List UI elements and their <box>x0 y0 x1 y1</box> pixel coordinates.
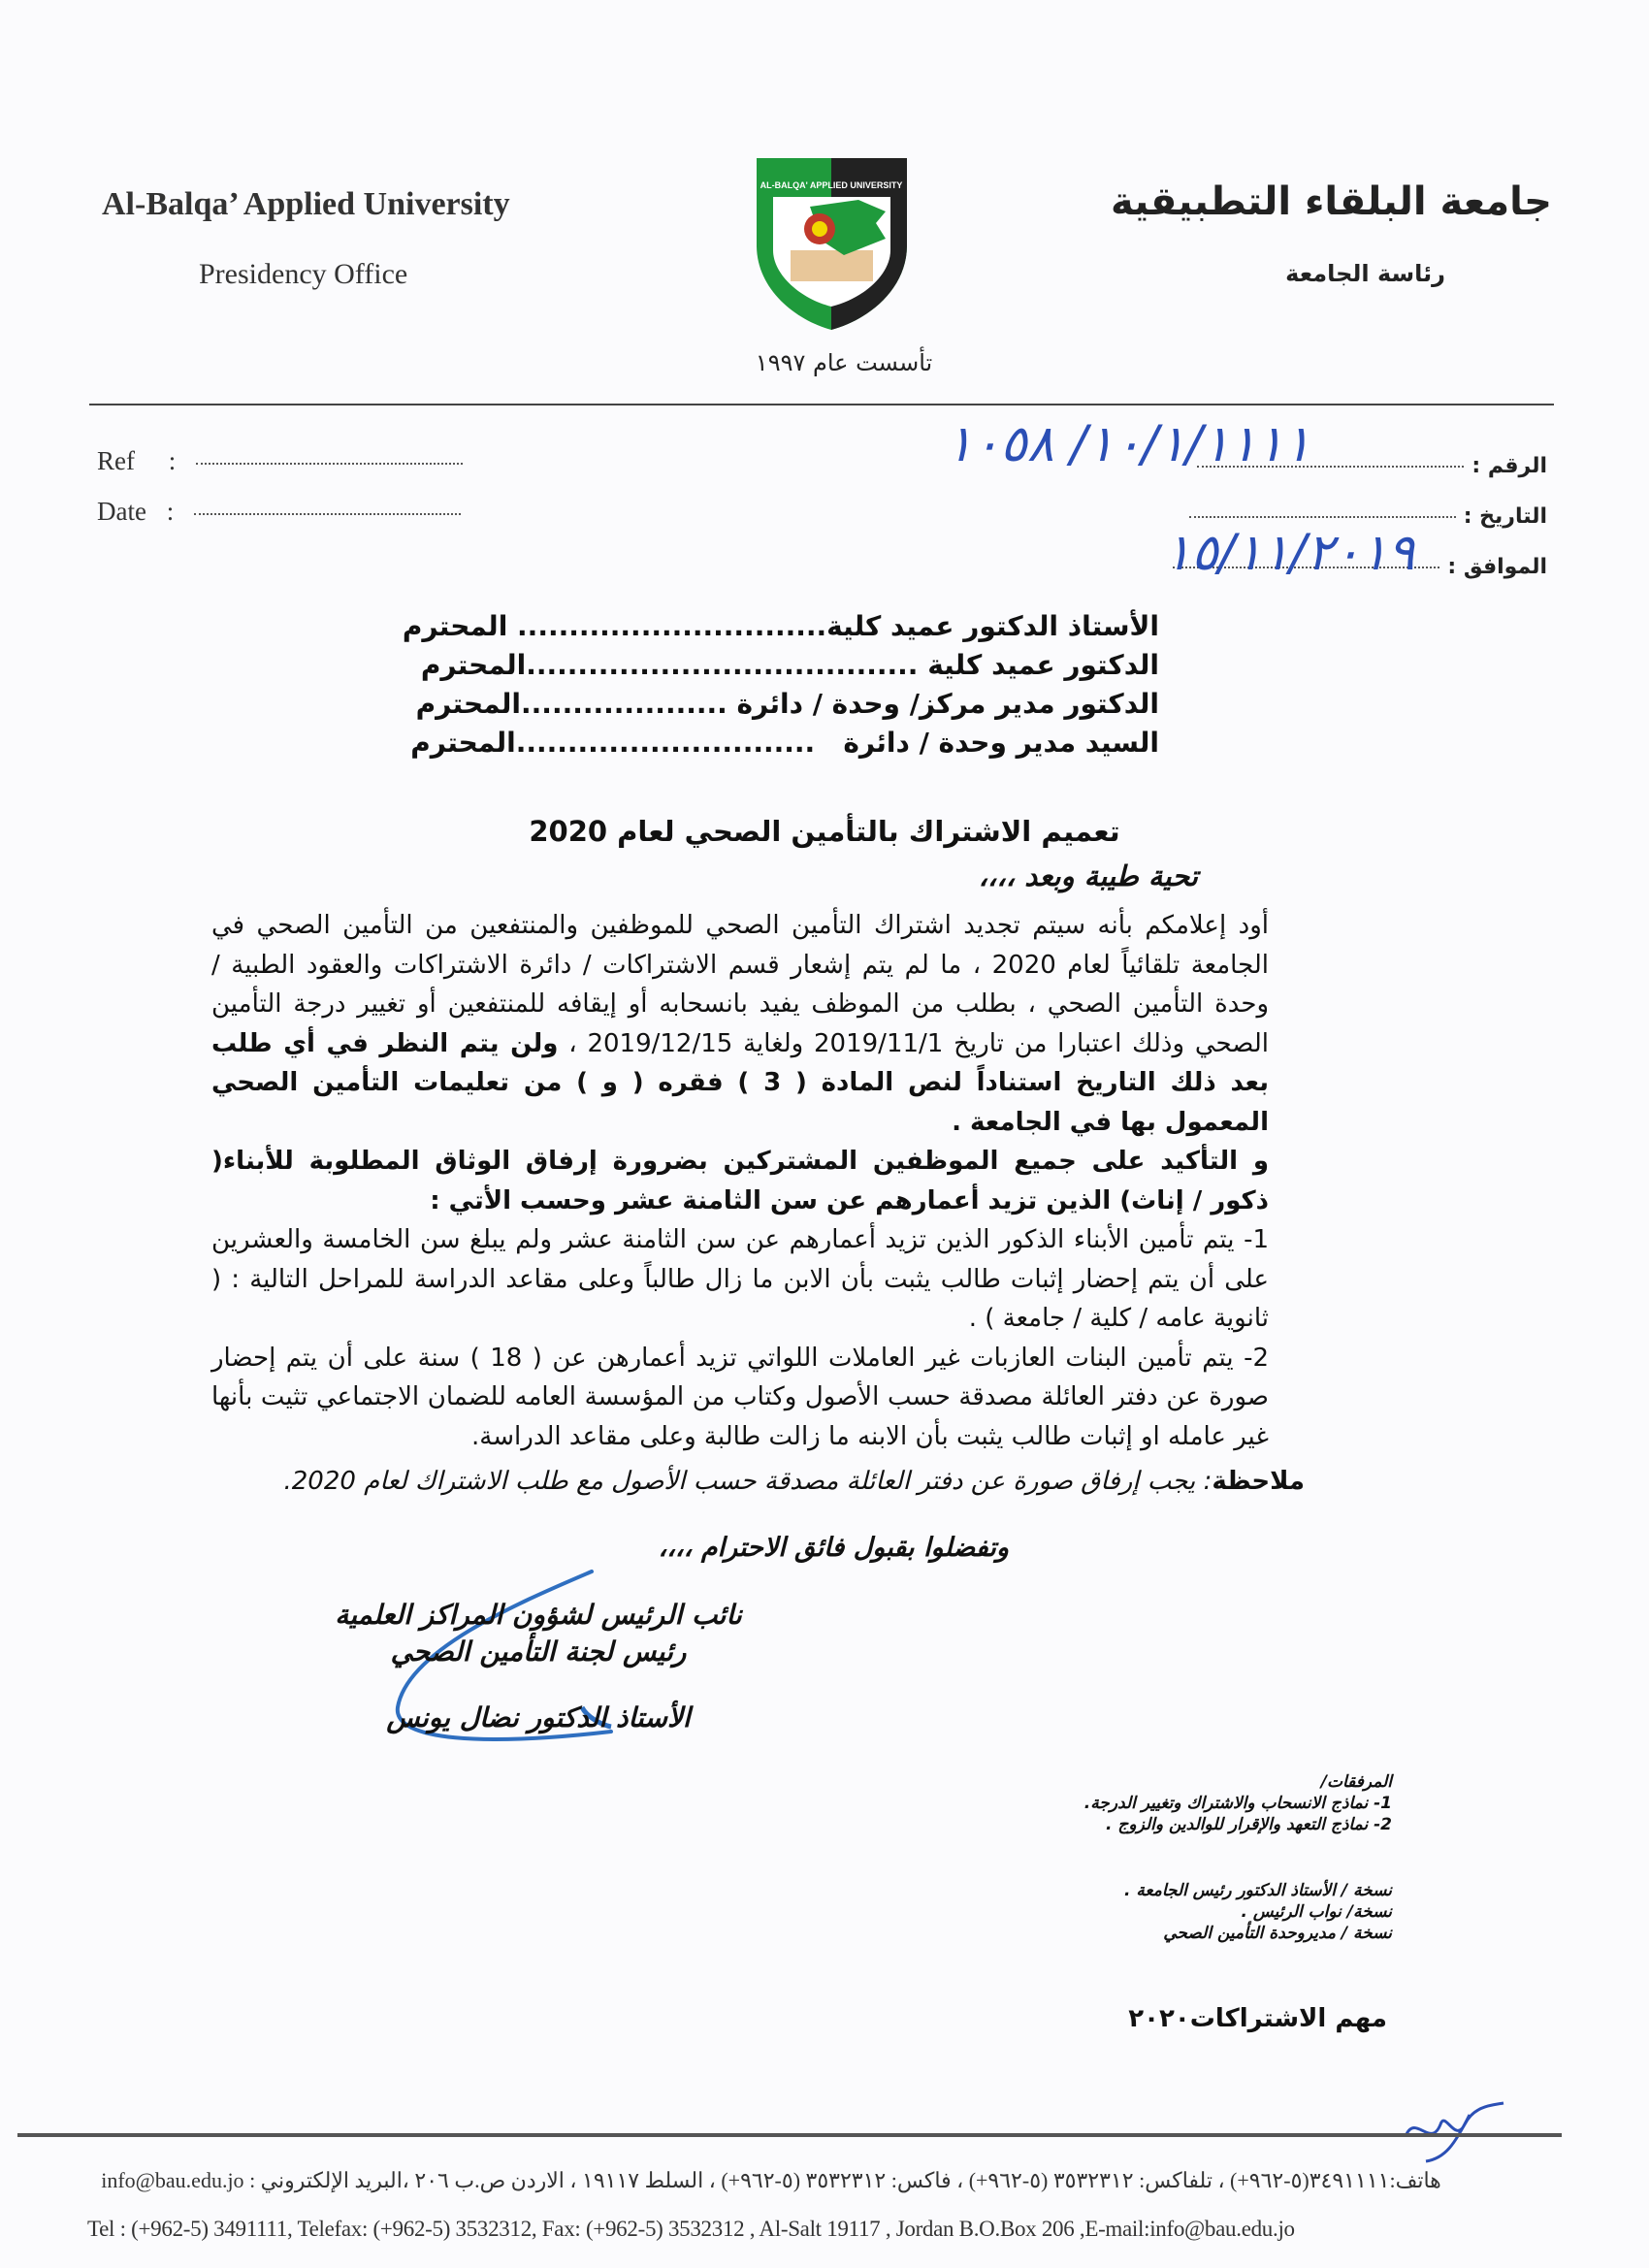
date-dotted-line <box>194 513 461 515</box>
addressee-line <box>403 646 1159 685</box>
addressee-title: الدكتور عميد كلية <box>927 649 1159 681</box>
ref-field-en <box>97 446 463 476</box>
addressee-honorific: المحترم <box>420 649 527 681</box>
addressee-list <box>403 607 1159 762</box>
founded-year: تأسست عام ١٩٩٧ <box>755 349 933 376</box>
signatory-role: رئيس لجنة التأمين الصحي <box>390 1636 687 1668</box>
ref-dotted-line <box>196 463 463 465</box>
paragraph-1 <box>211 906 1269 1142</box>
letter-body <box>211 906 1269 1456</box>
ref-label: Ref <box>97 446 135 475</box>
addressee-honorific: المحترم <box>415 688 522 720</box>
copy-recipient: نسخة/ نواب الرئيس . <box>1241 1902 1392 1922</box>
letter-subject: تعميم الاشتراك بالتأمين الصحي لعام 2020 <box>529 815 1120 848</box>
copy-recipient: نسخة / الأستاذ الدكتور رئيس الجامعة . <box>1124 1881 1392 1900</box>
university-logo <box>752 153 912 333</box>
handwritten-ref-number: ١٠/١/١١١١/ ١٠٥٨ <box>946 415 1311 473</box>
attachments <box>1084 1771 1392 1835</box>
greeting: تحية طيبة وبعد ،،،، <box>978 859 1198 892</box>
handwritten-initials <box>1387 2095 1513 2163</box>
copy-recipient: نسخة / مديروحدة التأمين الصحي <box>1163 1924 1392 1943</box>
corresponding-label-ar: الموافق : <box>1447 555 1547 579</box>
attachment-item: 1- نماذج الانسحاب والاشتراك وتغيير الدرجة. <box>1083 1794 1392 1813</box>
footer-contact-en: Tel : (+962-5) 3491111, Telefax: (+962-5) 3532312, Fax: (+962-5) 3532312 , Al-Salt 19117 , Jordan B.O.Box 206 ,E-mail:info@bau.edu.jo <box>87 2217 1295 2241</box>
note-label: ملاحظة <box>1212 1467 1305 1496</box>
date-colon: : <box>166 497 175 526</box>
addressee-line <box>403 724 1159 762</box>
office-name-en: Presidency Office <box>199 258 408 290</box>
ref-label-ar: الرقم : <box>1471 454 1547 478</box>
paragraph-1-emphasis: ولن يتم النظر في أي طلب بعد ذلك التاريخ استناداً لنص المادة ( 3 ) فقره ( و ) من تعليمات التأمين الصحي المعمول بها في الجامعة . <box>211 1028 1269 1137</box>
attachments-heading: المرفقات/ <box>1320 1772 1392 1792</box>
list-item-1: 1- يتم تأمين الأبناء الذكور الذين تزيد أعمارهم عن سن الثامنة عشر ولم يبلغ سن الخامسة والعشرين على أن يتم إحضار إثبات طالب يثبت بأن الابن ما زال طالباً وعلى مقاعد الدراسة للمراحل التالية : ( ثانوية عامه / كلية / جامعة ) . <box>211 1225 1269 1333</box>
addressee-dots: ...................................... <box>526 649 919 681</box>
footer-contact-ar: هاتف:٣٤٩١١١١(٥-٩٦٢+) ، تلفاكس: ٣٥٣٢٣١٢ (٥-٩٦٢+) ، فاكس: ٣٥٣٢٣١٢ (٥-٩٦٢+) ، السلط ١٩١١٧ ، الاردن ص.ب ٢٠٦ ،البريد الإلكتروني : info@bau.edu.jo <box>101 2168 1441 2192</box>
attachment-item: 2- نماذج التعهد والإقرار للوالدين والزوج . <box>1106 1815 1392 1834</box>
addressee-title: الدكتور مدير مركز/ وحدة / دائرة <box>736 688 1159 720</box>
university-name-en: Al-Balqa’ Applied University <box>102 186 510 222</box>
paragraph-1-text: أود إعلامكم بأنه سيتم تجديد اشتراك التأمين الصحي للموظفين والمنتفعين من التأمين الصحي في الجامعة تلقائياً لعام 2020 ، ما لم يتم إشعار قسم الاشتراكات / دائرة الاشتراكات والعقود الطبية / وحدة التأمين الصحي ، بطلب من الموظف يفيد بانسحابه أو إيقافه للمنتفعين أو تغيير درجة التأمين الصحي وذلك اعتبارا من تاريخ 2019/11/1 ولغاية 2019/12/15 ، <box>211 911 1269 1058</box>
addressee-dots: ............................. <box>515 727 816 759</box>
date-dotted-line-ar <box>1189 516 1456 518</box>
date-label: Date <box>97 497 146 526</box>
addressee-line <box>403 607 1159 646</box>
list-item-2: 2- يتم تأمين البنات العازبات غير العاملات اللواتي تزيد أعمارهن عن ( 18 ) سنة على أن يتم إحضار صورة عن دفتر العائلة مصدقة حسب الأصول وكتاب من المؤسسة العامه للضمان الاجتماعي تثيت بأنها غير عامله او إثبات طالب يثبت بأن الابنه ما زالت طالبة وعلى مقاعد الدراسة. <box>211 1343 1269 1451</box>
addressee-dots: .............................. <box>517 610 827 642</box>
addressee-honorific: المحترم <box>402 610 508 642</box>
paragraph-2: و التأكيد على جميع الموظفين المشتركين بضرورة إرفاق الوثاق المطلوبة للأبناء( ذكور / إناث) الذين تزيد أعمارهم عن سن الثامنة عشر وحسب الأتي : <box>211 1147 1269 1215</box>
header-divider <box>89 404 1554 405</box>
date-field-en <box>97 497 461 527</box>
footer-divider <box>17 2133 1562 2137</box>
closing-line: وتفضلوا بقبول فائق الاحترام ،،،، <box>658 1533 1009 1563</box>
addressee-title: السيد مدير وحدة / دائرة <box>843 727 1159 759</box>
signatory-title: نائب الرئيس لشؤون المراكز العلمية <box>335 1599 742 1631</box>
note-text: : يجب إرفاق صورة عن دفتر العائلة مصدقة حسب الأصول مع طلب الاشتراك لعام 2020. <box>283 1467 1212 1496</box>
office-name-ar: رئاسة الجامعة <box>1285 260 1445 287</box>
file-code: مهم الاشتراكات٢٠٢٠ <box>1128 2004 1387 2033</box>
logo-text-en: AL-BALQA' APPLIED UNIVERSITY <box>760 180 903 190</box>
addressee-honorific: المحترم <box>410 727 516 759</box>
addressee-dots: .................... <box>521 688 728 720</box>
handwritten-date: ١٥/١١/٢٠١٩ <box>1164 524 1415 582</box>
addressee-line <box>403 685 1159 724</box>
date-label-ar: التاريخ : <box>1463 504 1547 529</box>
addressee-title: الأستاذ الدكتور عميد كلية <box>826 610 1159 642</box>
signature-block <box>330 1597 747 1736</box>
ref-colon: : <box>168 446 177 475</box>
note <box>283 1467 1305 1496</box>
copies-list <box>1124 1880 1392 1944</box>
signatory-name: الأستاذ الدكتور نضال يونس <box>386 1701 691 1733</box>
university-name-ar: جامعة البلقاء التطبيقية <box>1111 179 1552 224</box>
